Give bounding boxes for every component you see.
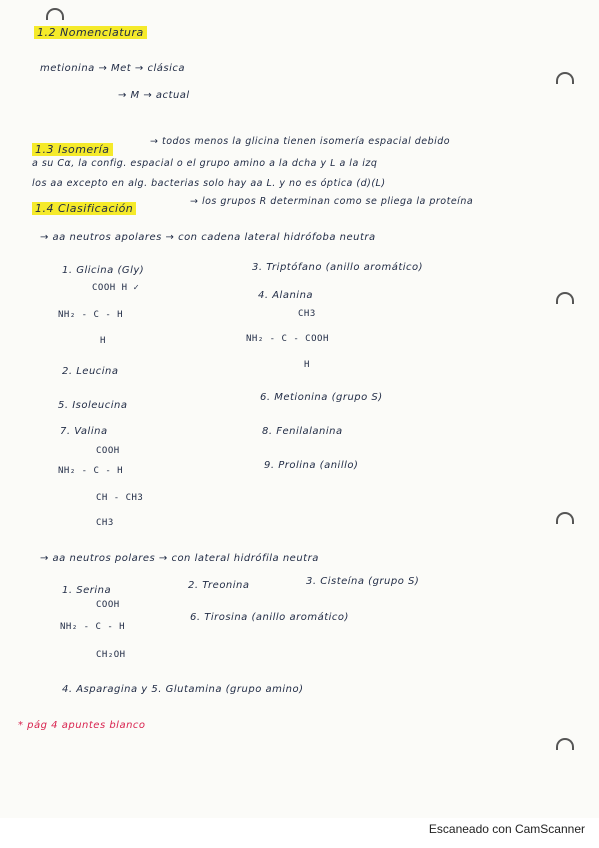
heading-nomenclatura: 1.2 Nomenclatura — [34, 26, 147, 39]
clasificacion-text: → los grupos R determinan como se pliega la proteína — [190, 196, 474, 207]
valina-cooh: COOH — [96, 446, 120, 456]
valina-ch3: CH3 — [96, 518, 114, 528]
fenilalanina-item: 8. Fenilalanina — [262, 426, 343, 437]
alanina-h: H — [304, 360, 310, 370]
valina-main: NH₂ - C - H — [58, 466, 124, 476]
treonina-item: 2. Treonina — [188, 580, 250, 591]
isoleucina-item: 5. Isoleucina — [58, 400, 128, 411]
serina-item: 1. Serina — [62, 585, 112, 596]
serina-cooh: COOH — [96, 600, 120, 610]
glycine-h: H — [100, 336, 106, 346]
isomeria-text-3: los aa excepto en alg. bacterias solo hay aa L. y no es óptica (d)(L) — [32, 178, 386, 189]
alanina-item: 4. Alanina — [258, 290, 314, 301]
punch-hole-icon — [556, 738, 574, 750]
tirosina-item: 6. Tirosina (anillo aromático) — [190, 612, 349, 623]
nomenclature-line-2: → M → actual — [118, 90, 190, 101]
isomeria-text-2: a su Cα, la config. espacial o el grupo amino a la dcha y L a la izq — [32, 158, 378, 169]
glycine-nh2: NH₂ - C - H — [58, 310, 124, 320]
cisteina-item: 3. Cisteína (grupo S) — [306, 576, 420, 587]
punch-hole-icon — [556, 512, 574, 524]
alanina-main: NH₂ - C - COOH — [246, 334, 329, 344]
heading-clasificacion: 1.4 Clasificación — [32, 202, 136, 215]
valina-item: 7. Valina — [60, 426, 108, 437]
alanina-ch3: CH3 — [298, 309, 316, 319]
nomenclature-line-1: metionina → Met → clásica — [40, 63, 185, 74]
serina-main: NH₂ - C - H — [60, 622, 126, 632]
apolares-intro: → aa neutros apolares → con cadena lateral hidrófoba neutra — [40, 232, 376, 243]
valina-ch: CH - CH3 — [96, 493, 144, 503]
triptofano-item: 3. Triptófano (anillo aromático) — [252, 262, 424, 273]
serina-ch2oh: CH₂OH — [96, 650, 126, 660]
isomeria-text-1: → todos menos la glicina tienen isomería espacial debido — [150, 136, 451, 147]
metionina-item: 6. Metionina (grupo S) — [260, 392, 383, 403]
asparagina-glutamina-item: 4. Asparagina y 5. Glutamina (grupo amino) — [62, 684, 304, 695]
leucina-item: 2. Leucina — [62, 366, 119, 377]
glycine-label: 1. Glicina (Gly) — [62, 265, 145, 276]
heading-isomeria: 1.3 Isomería — [32, 143, 113, 156]
punch-hole-icon — [556, 292, 574, 304]
polares-intro: → aa neutros polares → con lateral hidrófila neutra — [40, 553, 319, 564]
red-note: * pág 4 apuntes blanco — [18, 720, 146, 731]
glycine-cooh: COOH H ✓ — [92, 283, 140, 293]
punch-hole-icon — [556, 72, 574, 84]
camscanner-footer: Escaneado con CamScanner — [428, 822, 585, 836]
prolina-item: 9. Prolina (anillo) — [264, 460, 359, 471]
punch-hole-icon — [46, 8, 64, 20]
